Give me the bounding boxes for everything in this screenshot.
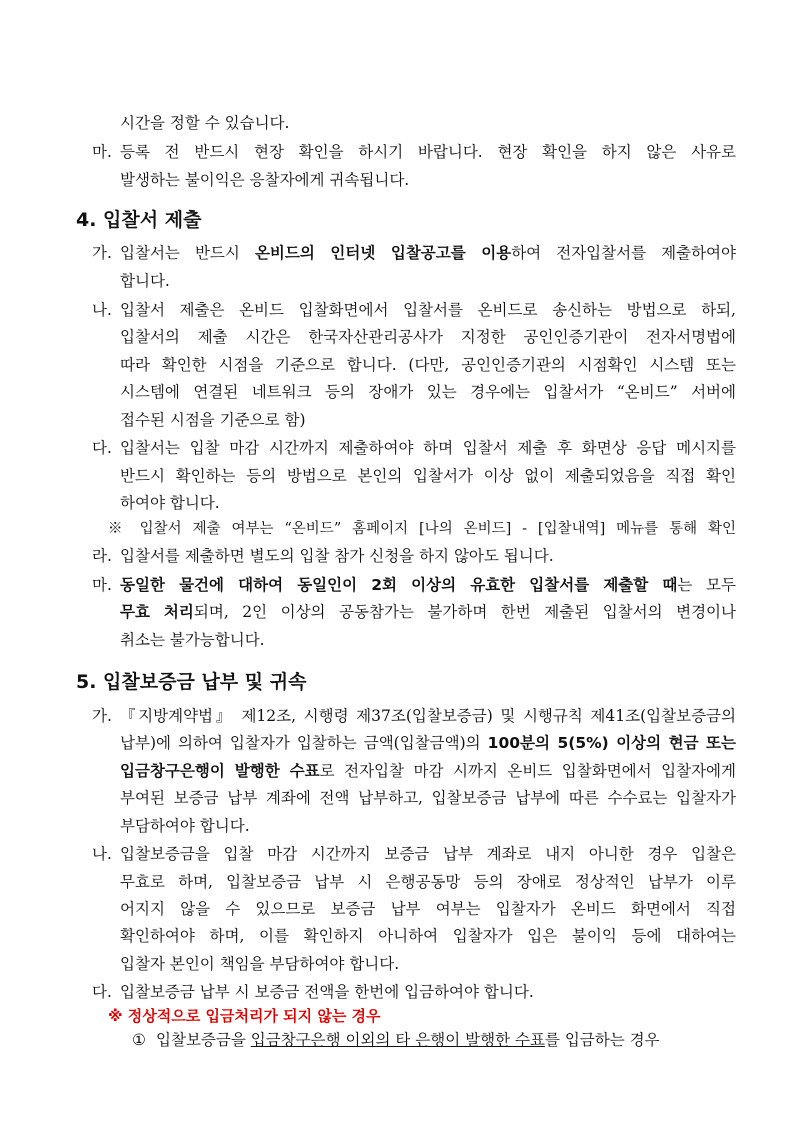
paragraph-line: 입찰서는 입찰 마감 시간까지 제출하여야 하며 입찰서 제출 후 화면상 응답 메시지를	[120, 439, 736, 457]
paragraph-line: 부담하여야 합니다.	[120, 817, 250, 835]
paragraph-line: 입찰서의 제출 시간은 한국자산관리공사가 지정한 공인인증기관이 전자서명법에	[120, 328, 736, 346]
list-marker: 다.	[92, 983, 112, 1001]
list-marker: 라.	[92, 547, 112, 565]
paragraph-line: 입찰서 제출은 온비드 입찰화면에서 입찰서를 온비드로 송신하는 방법으로 하되,	[120, 301, 736, 319]
underlined-text: 입금창구은행 이외의 타 은행이 발행한 수표	[250, 1031, 545, 1049]
section-heading-4: 4. 입찰서 제출	[76, 209, 202, 231]
paragraph-line: 반드시 확인하는 등의 방법으로 본인의 입찰서가 이상 없이 제출되었음을 직접 확인	[120, 467, 736, 485]
paragraph-line: 하여야 합니다.	[120, 494, 220, 512]
list-marker: 나.	[92, 845, 112, 863]
paragraph-line: 입찰서를 제출하면 별도의 입찰 참가 신청을 하지 않아도 됩니다.	[120, 547, 554, 565]
paragraph-line: 시간을 정할 수 있습니다.	[120, 114, 290, 132]
paragraph-line: 입금창구은행이 발행한 수표로 전자입찰 마감 시까지 온비드 입찰화면에서 입찰자에게	[120, 762, 736, 780]
paragraph-line: 확인하여야 하며, 이를 확인하지 아니하여 입찰자가 입은 불이익 등에 대하여는	[120, 927, 736, 945]
list-marker: 마.	[92, 143, 112, 161]
paragraph-line: 입찰서는 반드시 온비드의 인터넷 입찰공고를 이용하여 전자입찰서를 제출하여야	[120, 244, 736, 262]
paragraph-line: 시스템에 연결된 네트워크 등의 장애가 있는 경우에는 입찰서가 “온비드” 서버에	[120, 383, 736, 401]
emphasis-text: 100분의 5(5%) 이상의 현금 또는	[487, 734, 736, 752]
paragraph-line: 취소는 불가능합니다.	[120, 631, 265, 649]
list-marker: 나.	[92, 301, 112, 319]
paragraph-line: 따라 확인한 시점을 기준으로 합니다. (다만, 공인인증기관의 시점확인 시스템 또는	[120, 356, 736, 374]
paragraph-line: 부여된 보증금 납부 계좌에 전액 납부하고, 입찰보증금 납부에 따른 수수료는 입찰자가	[120, 789, 736, 807]
section-heading-5: 5. 입찰보증금 납부 및 귀속	[76, 671, 307, 693]
paragraph-line: 동일한 물건에 대하여 동일인이 2회 이상의 유효한 입찰서를 제출할 때는 모두	[120, 576, 736, 594]
list-marker: 마.	[92, 576, 112, 594]
list-marker: 다.	[92, 439, 112, 457]
paragraph-line: 합니다.	[120, 272, 170, 290]
list-marker: 가.	[92, 707, 112, 725]
paragraph-line: 발생하는 불이익은 응찰자에게 귀속됩니다.	[120, 171, 410, 189]
paragraph-line: 접수된 시점을 기준으로 함)	[120, 411, 306, 429]
paragraph-line: 입찰보증금 납부 시 보증금 전액을 한번에 입금하여야 합니다.	[120, 983, 534, 1001]
paragraph-line: 입찰보증금을 입찰 마감 시간까지 보증금 납부 계좌로 내지 아니한 경우 입찰은	[120, 845, 736, 863]
paragraph-line: 무효로 하며, 입찰보증금 납부 시 은행공동망 등의 장애로 정상적인 납부가 이루	[120, 873, 736, 891]
paragraph-line: 납부)에 의하여 입찰자가 입찰하는 금액(입찰금액)의 100분의 5(5%) 이상의 현금 또는	[120, 734, 736, 752]
note-line: ※ 입찰서 제출 여부는 “온비드” 홈페이지 [나의 온비드] - [입찰내역] 메뉴를 통해 확인	[108, 521, 736, 537]
paragraph-line: 『지방계약법』 제12조, 시행령 제37조(입찰보증금) 및 시행규칙 제41조(입찰보증금의	[120, 707, 736, 725]
paragraph-line: 무효 처리되며, 2인 이상의 공동참가는 불가하며 한번 제출된 입찰서의 변경이나	[120, 603, 736, 621]
warning-heading: ※ 정상적으로 입금처리가 되지 않는 경우	[108, 1007, 381, 1025]
emphasis-text: 입금창구은행이 발행한 수표	[120, 762, 320, 780]
paragraph-line: 등록 전 반드시 현장 확인을 하시기 바랍니다. 현장 확인을 하지 않은 사유로	[120, 143, 736, 161]
paragraph-line: 입찰보증금을 입금창구은행 이외의 타 은행이 발행한 수표를 입금하는 경우	[156, 1031, 660, 1049]
paragraph-line: 어지지 않을 수 있으므로 보증금 납부 여부는 입찰자가 온비드 화면에서 직접	[120, 900, 736, 918]
list-marker: ①	[132, 1031, 146, 1049]
paragraph-line: 입찰자 본인이 책임을 부담하여야 합니다.	[120, 955, 400, 973]
list-marker: 가.	[92, 244, 112, 262]
emphasis-text: 온비드의 인터넷 입찰공고를 이용	[254, 244, 512, 262]
emphasis-text: 무효 처리	[120, 603, 194, 621]
emphasis-text: 동일한 물건에 대하여 동일인이 2회 이상의 유효한 입찰서를 제출할 때	[120, 576, 678, 594]
